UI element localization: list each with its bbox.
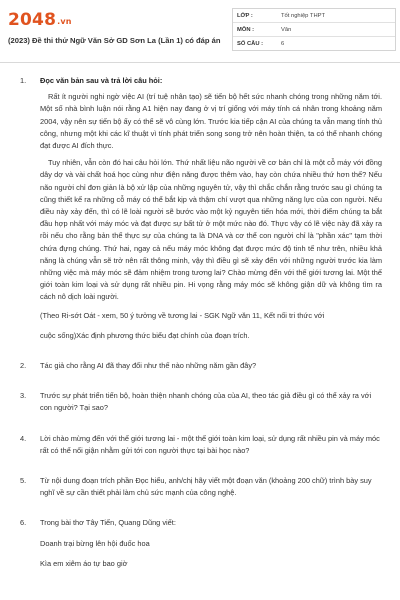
question-number: 6. [20,518,27,528]
meta-row-count [233,37,395,50]
meta-value-count: 6 [281,40,285,47]
question-3 [0,390,400,414]
meta-value-class: Tốt nghiệp THPT [281,12,326,19]
meta-row-subject [233,23,395,37]
exam-title: (2023) Đề thi thử Ngữ Văn Sở GD Sơn La (Lần 1) có đáp án [8,36,221,45]
question-2 [0,360,400,372]
meta-value-subject: Văn [281,26,292,33]
question-5 [0,475,400,499]
question-stem: Lời chào mừng đến với thế giới tương lai - một thế giới toàn kim loại, sử dụng rất nhiều pin và máy móc rất có thể nổi giận nhằm gửi tới con người thực tại bài học nào? [40,433,380,455]
reading-source: (Theo Ri-sớt Oát - xem, 50 ý tưởng về tương lai - SGK Ngữ văn 11, Kết nối tri thức với [40,310,325,320]
meta-label-count: SỐ CÂU : [237,40,264,47]
question-number: 3. [20,391,27,401]
question-number: 2. [20,361,27,371]
question-stem: Trước sự phát triển tiến bộ, hoàn thiện nhanh chóng của của AI, theo tác giả điều gì có thể xảy ra với con người? Tại sao? [40,391,372,413]
reading-paragraph-2: Tuy nhiên, vẫn còn đó hai câu hỏi lớn. Thứ nhất liệu não người về cơ bản chỉ là một cỗ máy với đồng dây dợ và vài chất hoá học cùng như điện năng được thêm vào, hay còn chứa nhiều thứ hơn thế? Nếu não người chỉ đơn giản là bộ xử lập của những nguyên tử, vậy thì chắc chắn rằng trước sau gì chúng ta cũng thiết kế ra những cỗ máy có thể bắt kịp và thậm chí vượt qua những năng lực của con người. Nếu điều này xảy đến, thì có lẽ loài người sẽ bước vào một kỷ nguyên tiến hóa mới, thời điểm chúng ta bắt đầu hợp nhất với máy móc và đạt được sự bất tử ở một mức nào đó. Thực vậy có lẽ việc này đã xảy ra rồi nếu cho rằng bản thể thực sự của chúng ta là DNA và cơ thể con người chỉ là "phần xác" tạm thời chứa đựng chúng. Thứ hai, ngay cả nếu máy móc không đạt được mức độ tinh tế như trên, nhiều khả năng là chúng vẫn sẽ trở nên rất thông minh, vậy thì điều gì sẽ xảy đến với những người trước kia làm những việc mà máy móc sẽ đảm nhiệm trong tương lai? Chào mừng đến với thế giới tương lai. Một thế giới toàn kim loại và sử dụng rất nhiều pin. Hi vọng rằng máy móc sẽ không giận dữ và không tìm ra cách nô dịch loài người. [40,158,382,302]
question-number: 5. [20,476,27,486]
question-1 [0,75,400,342]
site-logo[interactable] [8,10,72,30]
page-header [0,0,400,63]
logo-brand: 2048 [8,10,57,30]
question-stem: Tác giả cho rằng AI đã thay đổi như thế nào những năm gần đây? [40,361,257,371]
poem-line-1: Doanh trại bừng lên hội đuốc hoa [40,538,150,548]
poem-line-2: Kìa em xiêm áo tự bao giờ [40,558,128,568]
question-4 [0,433,400,457]
question-number: 1. [20,76,27,85]
exam-meta-table [232,8,396,51]
meta-row-class [233,9,395,23]
question-stem: Trong bài thơ Tây Tiến, Quang Dũng viết: [40,518,176,528]
question-6 [0,517,400,570]
question-1-task: cuộc sống)Xác định phương thức biểu đạt chính của đoạn trích. [40,330,250,340]
meta-label-class: LỚP : [237,12,253,19]
question-stem: Đọc văn bản sau và trả lời câu hỏi: [40,76,163,85]
exam-content [0,66,400,570]
logo-suffix: .vn [57,17,72,26]
meta-label-subject: MÔN : [237,26,255,33]
question-number: 4. [20,433,27,443]
question-stem: Từ nội dung đoạn trích phần Đọc hiểu, anh/chị hãy viết một đoạn văn (khoảng 200 chữ) trình bày suy nghĩ về sự cần thiết phải làm chủ sức mạnh của công nghệ. [40,476,372,498]
reading-paragraph-1: Rất ít người nghi ngờ việc AI (trí tuệ nhân tạo) sẽ tiến bộ hết sức nhanh chóng trong những năm tới. Một số nhà bình luận nói rằng A1 hiện nay đang ở vị trí giống với máy tính cá nhân trong khoảng năm 2004, vậy nên sự tiến bộ ấy có thể sẽ vô cùng lớn. Trước kia tiếp cận AI của chúng ta vẫn mang tính thủ công, nhưng một khi các kĩ thuật vì tính phát triển song song trở nên hoàn thiện, ta có thể nhanh chóng đạt được AI đích thực. [40,92,382,151]
